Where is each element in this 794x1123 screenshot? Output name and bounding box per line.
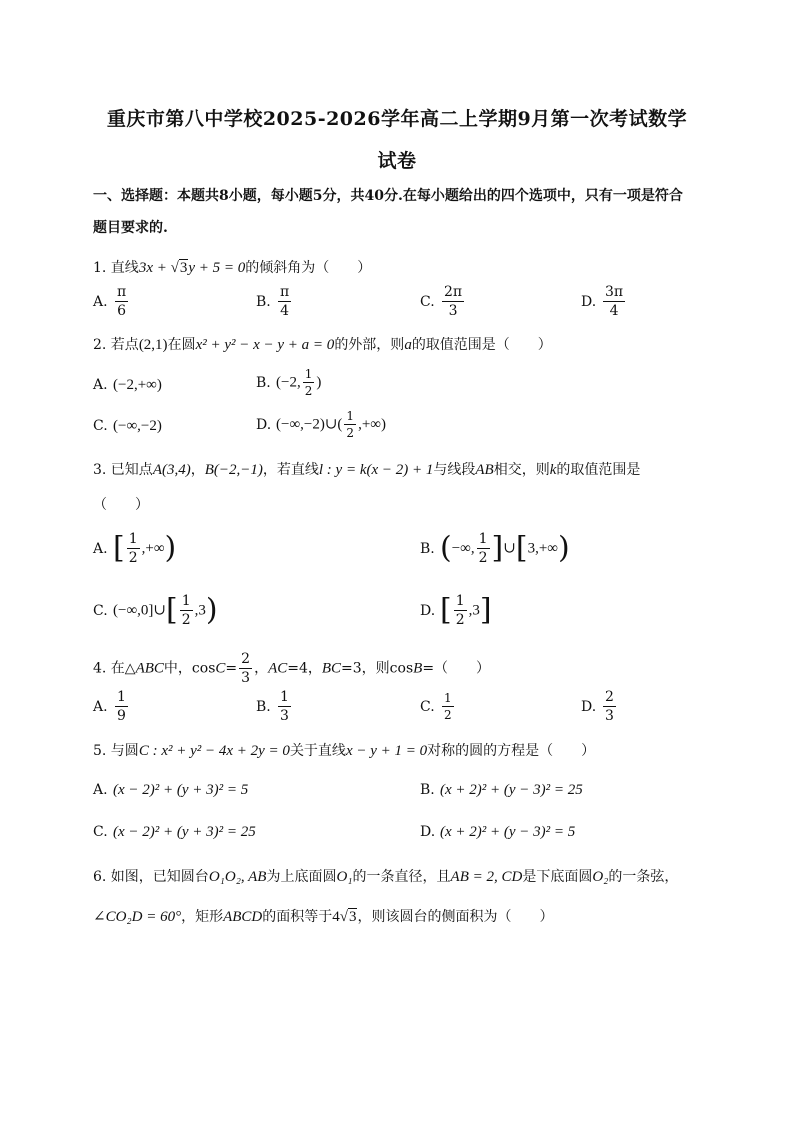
q4-option-c: C. $\frac{1}{2}$ [420,691,452,722]
section-heading-line1: 一、选择题：本题共8小题，每小题5分，共40分.在每小题给出的四个选项中，只有一项是符合 [93,188,683,204]
question-6-stem-line2: ∠CO₂D = 60°，矩形ABCD的面积等于4√3，则该圆台的侧面积为（ ） [93,909,554,925]
q4-option-d: D. $\frac{2}{3}$ [581,689,614,724]
q1-sqrt: 3 [179,260,188,276]
q1-option-d: D. $\frac{3\pi}{4}$ [581,284,624,319]
q1-expr-b: y + 5 = 0 [188,260,246,276]
q5-option-a: A. (x − 2)² + (y + 3)² = 5 [93,782,249,798]
question-3-stem: 3. 已知点A(3,4)，B(−2,−1)，若直线l : y = k(x − 2) + 1与线段AB相交，则k的取值范围是 [93,462,641,478]
q4-option-a: A. $\frac{1}{9}$ [93,689,126,724]
section-heading-line2: 题目要求的. [93,220,168,236]
question-2-stem: 2. 若点(2,1)在圆x² + y² − x − y + a = 0的外部，则a的取值范围是（ ） [93,337,552,353]
q4-option-b: B. $\frac{1}{3}$ [256,689,289,724]
q1-option-a: A. $\frac{\pi}{6}$ [93,284,127,319]
q5-circle-eq: C : x² + y² − 4x + 2y = 0 [138,743,290,759]
q5-option-b: B. (x + 2)² + (y − 3)² = 25 [420,782,583,798]
q3-point-b: B(−2,−1) [204,462,263,478]
question-4-stem: 4. 在△ABC中，cosC= $\frac{2}{3}$ ，AC=4，BC=3，则cosB=（ ） [93,651,491,686]
q3-option-c: C. (−∞,0]∪[ $\frac{1}{2}$ ,3) [93,592,218,628]
q5-option-c: C. (x − 2)² + (y + 3)² = 25 [93,824,256,840]
question-5-stem: 5. 与圆C : x² + y² − 4x + 2y = 0关于直线x − y + 1 = 0对称的圆的方程是（ ） [93,743,596,759]
q1-expr-a: 3x + [138,260,171,276]
q2-option-c: C. (−∞,−2) [93,418,162,434]
q1-option-b: B. $\frac{\pi}{4}$ [256,284,290,319]
exam-title-line2: 试卷 [377,150,417,172]
q2-point: (2,1) [138,337,168,353]
q2-circle-eq: x² + y² − x − y + a = 0 [195,337,335,353]
q2-option-d: D. (−∞,−2)∪( $\frac{1}{2}$ ,+∞) [256,409,386,440]
q3-option-a: A. [ $\frac{1}{2}$ ,+∞) [93,530,177,566]
q5-line-eq: x − y + 1 = 0 [345,743,428,759]
q1-number: 1. 直线 [93,260,139,276]
q3-line-eq: l : y = k(x − 2) + 1 [318,462,434,478]
question-1-stem: 1. 直线3x + √3y + 5 = 0的倾斜角为（ ） [93,260,372,276]
q3-option-b: B. (−∞, $\frac{1}{2}$ ]∪[3,+∞) [420,530,570,566]
question-6-stem-line1: 6. 如图，已知圆台O₁O₂, AB为上底面圆O₁的一条直径，且AB = 2, CD是下底面圆O₂的一条弦， [93,869,679,885]
exam-title-line1: 重庆市第八中学校2025-2026学年高二上学期9月第一次考试数学 [106,108,688,130]
q3-answer-paren: （ ） [93,497,149,513]
q1-tail: 的倾斜角为（ ） [245,260,372,276]
q3-option-d: D. [ $\frac{1}{2}$ ,3] [420,592,492,628]
q1-option-c: C. $\frac{2\pi}{3}$ [420,284,463,319]
q2-option-a: A. (−2,+∞) [93,377,162,393]
q2-option-b: B. (−2, $\frac{1}{2}$ ) [256,367,322,398]
q3-point-a: A(3,4) [152,462,191,478]
q5-option-d: D. (x + 2)² + (y − 3)² = 5 [420,824,576,840]
